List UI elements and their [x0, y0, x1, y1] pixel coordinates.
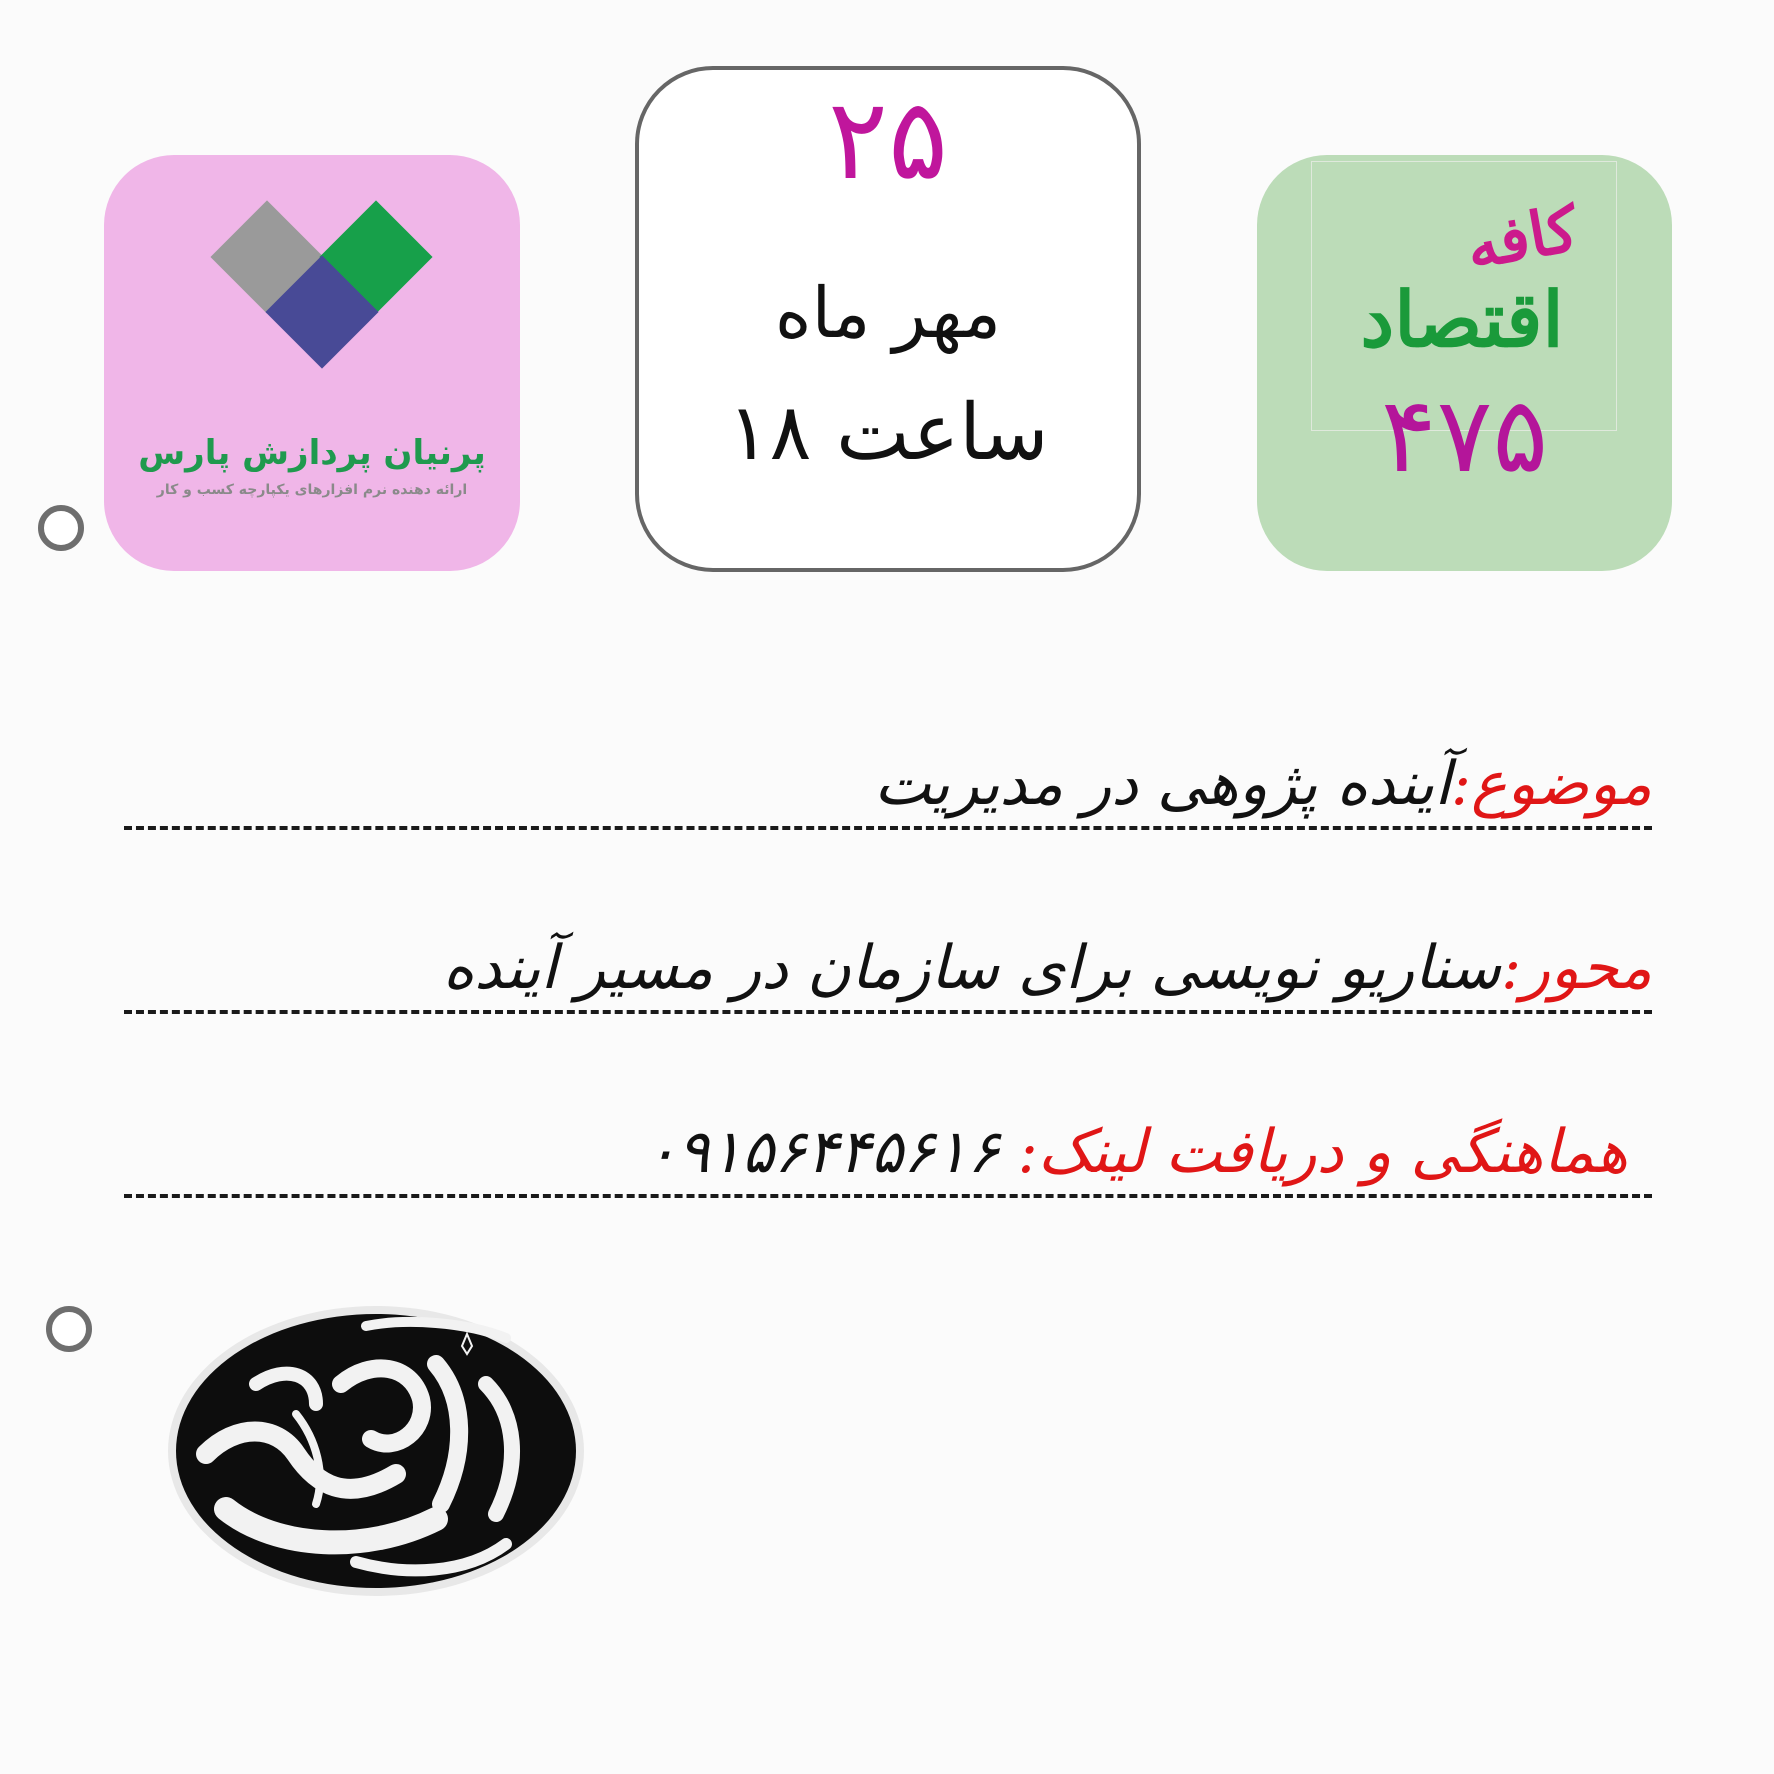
- signature-logo: [166, 1304, 586, 1598]
- cafe-number: ۴۷۵: [1380, 374, 1549, 496]
- sponsor-tagline: ارائه دهنده نرم افزارهای یکپارچه کسب و کار: [156, 482, 468, 498]
- event-month: مهر ماه: [774, 272, 1002, 354]
- axis-label: محور:: [1500, 933, 1652, 1003]
- cafe-card: [1257, 155, 1672, 571]
- axis-dashed-line: [124, 1010, 1652, 1014]
- axis-row: [124, 933, 1652, 1014]
- contact-text: [645, 1112, 1628, 1192]
- topic-text: [874, 744, 1652, 824]
- topic-label: موضوع:: [1450, 749, 1652, 819]
- topic-dashed-line: [124, 826, 1652, 830]
- sponsor-name: پرنیان پردازش پارس: [138, 433, 486, 473]
- contact-label: هماهنگی و دریافت لینک:: [1017, 1117, 1628, 1187]
- radio-option-bottom[interactable]: [46, 1306, 92, 1352]
- radio-option-top[interactable]: [38, 505, 84, 551]
- topic-row: [124, 749, 1652, 830]
- cafe-name-top: کافه: [1460, 191, 1584, 284]
- topic-value: آینده پژوهی در مدیریت: [874, 749, 1451, 819]
- contact-row: [124, 1117, 1652, 1198]
- axis-text: [443, 928, 1652, 1008]
- event-time: ساعت ۱۸: [727, 388, 1049, 478]
- axis-value: سناریو نویسی برای سازمان در مسیر آینده: [442, 933, 1501, 1003]
- contact-phone: ۰۹۱۵۶۴۴۵۶۱۶: [645, 1117, 1000, 1187]
- event-date-card: [635, 66, 1141, 572]
- sponsor-card: [104, 155, 520, 571]
- event-day: ۲۵: [827, 75, 949, 205]
- contact-dashed-line: [124, 1194, 1652, 1198]
- cafe-name-main: اقتصاد: [1360, 275, 1564, 364]
